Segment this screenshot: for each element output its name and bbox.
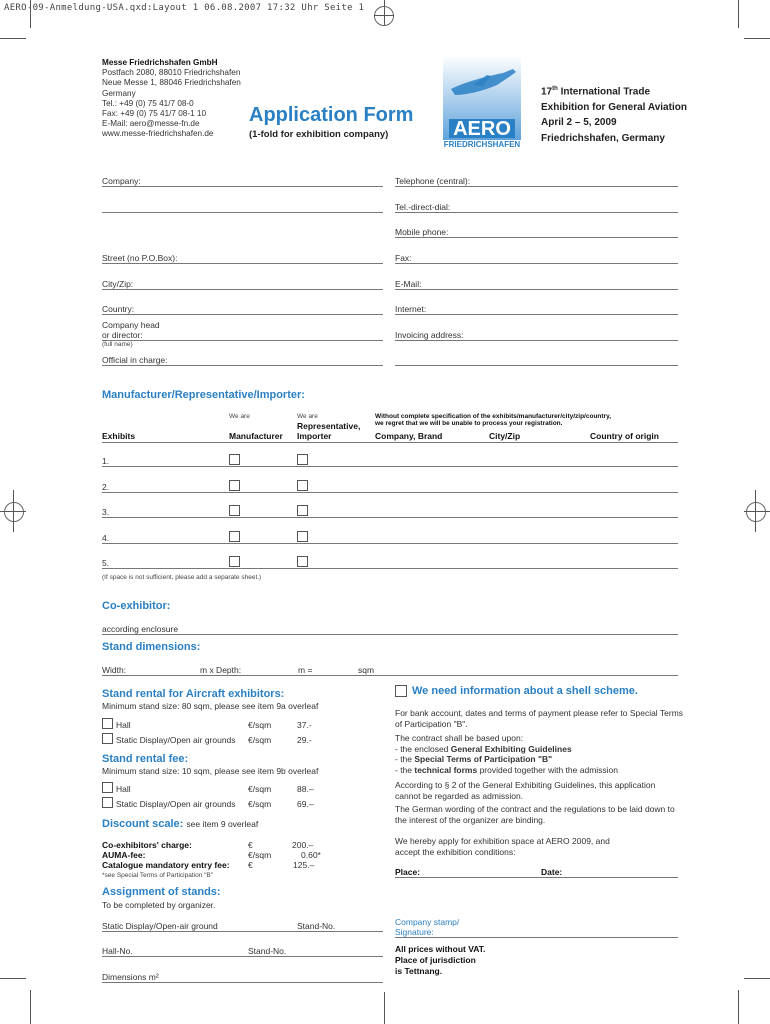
rental-hall-price: 88.–	[297, 784, 314, 794]
rental-static-price: 69.–	[297, 799, 314, 809]
row-number: 2.	[102, 482, 110, 492]
auma-fee-price: 0.60*	[301, 850, 321, 860]
crop-mark	[30, 0, 31, 28]
auma-fee-unit: €/sqm	[248, 850, 272, 860]
jurisdiction-line1: Place of jurisdiction	[395, 955, 476, 965]
crop-mark	[744, 511, 770, 512]
coexhibitor-charge-price: 200.–	[292, 840, 314, 850]
aircraft-min-size: Minimum stand size: 80 sqm, please see item 9a overleaf	[102, 701, 319, 711]
internet-label: Internet:	[395, 304, 427, 314]
address-line: Postfach 2080, 88010 Friedrichshafen	[102, 68, 241, 78]
full-name-hint: (full name)	[102, 341, 133, 348]
page-title: Application Form	[249, 104, 414, 126]
event-ordinal-suffix: th	[552, 86, 558, 92]
crop-mark	[755, 490, 756, 532]
telephone-field[interactable]	[395, 186, 678, 187]
tel-direct-label: Tel.-direct-dial:	[395, 202, 451, 212]
registration-mark	[746, 502, 766, 522]
exhibit-field[interactable]	[102, 543, 678, 544]
address-line: www.messe-friedrichshafen.de	[102, 129, 214, 139]
col-representative: Representative,	[297, 421, 361, 431]
address-line: E-Mail: aero@messe-fn.de	[102, 119, 200, 129]
space-note: (If space is not sufficient, please add a separate sheet.)	[102, 574, 262, 581]
signature-label: Signature:	[395, 927, 434, 937]
aircraft-static-checkbox[interactable]	[102, 733, 113, 744]
city-label: City/Zip:	[102, 279, 134, 289]
logo-place: FRIEDRICHSHAFEN	[443, 140, 521, 149]
coexhibitor-charge-label: Co-exhibitors' charge:	[102, 840, 192, 850]
discount-title: Discount scale:	[102, 818, 184, 830]
catalogue-fee-price: 125.–	[293, 860, 315, 870]
organizer-name: Messe Friedrichshafen GmbH	[102, 58, 218, 67]
manufacturer-checkbox[interactable]	[229, 454, 240, 465]
aero-logo	[443, 55, 521, 140]
fax-field[interactable]	[395, 263, 678, 264]
row-number: 3.	[102, 507, 110, 517]
static-ground-field[interactable]	[102, 931, 383, 932]
contract-item: - the Special Terms of Participation "B"	[395, 754, 553, 764]
rental-static-checkbox[interactable]	[102, 797, 113, 808]
rental-heading: Stand rental fee:	[102, 753, 189, 765]
rental-static-unit: €/sqm	[248, 799, 272, 809]
event-location: Friedrichshafen, Germany	[541, 132, 665, 144]
row-number: 1.	[102, 456, 110, 466]
invoicing-field-2[interactable]	[395, 365, 678, 366]
admission-note: According to § 2 of the General Exhibiting Guidelines, this application cannot be regarded as admission.	[395, 780, 656, 801]
mobile-field[interactable]	[395, 237, 678, 238]
warning-line2: we regret that we will be unable to process your registration.	[375, 420, 563, 427]
sqm-label: sqm	[358, 665, 375, 675]
event-line2: Exhibition for General Aviation	[541, 101, 687, 113]
director-label: or director:	[102, 330, 143, 340]
email-label: E-Mail:	[395, 279, 422, 289]
tel-direct-field[interactable]	[395, 212, 678, 213]
we-are-label: We are	[297, 413, 318, 420]
special-terms-note: *see Special Terms of Participation "B"	[102, 872, 214, 879]
importer-checkbox[interactable]	[297, 556, 308, 567]
manufacturer-checkbox[interactable]	[229, 505, 240, 516]
assignment-heading: Assignment of stands:	[102, 886, 221, 898]
shell-scheme-checkbox[interactable]	[395, 685, 407, 697]
manufacturer-heading: Manufacturer/Representative/Importer:	[102, 389, 305, 401]
col-company-brand: Company, Brand	[375, 431, 443, 441]
country-field[interactable]	[102, 314, 383, 315]
assignment-sub: To be completed by organizer.	[102, 900, 216, 910]
place-date-field[interactable]	[395, 877, 678, 878]
contract-item: - the enclosed General Exhibiting Guidelines	[395, 743, 572, 754]
place-label: Place:	[395, 867, 421, 877]
stand-dimensions-heading: Stand dimensions:	[102, 641, 201, 653]
technical-forms-link: technical forms	[414, 764, 478, 775]
exhibit-field[interactable]	[102, 492, 678, 493]
aircraft-hall-label: Hall	[116, 720, 131, 730]
company-field-2[interactable]	[102, 212, 383, 213]
discount-sub: see item 9 overleaf	[186, 819, 259, 829]
aircraft-static-label: Static Display/Open air grounds	[116, 735, 236, 745]
director-field[interactable]	[102, 340, 383, 341]
vat-note: All prices without VAT.	[395, 944, 486, 954]
exhibit-field[interactable]	[102, 466, 678, 467]
rental-hall-unit: €/sqm	[248, 784, 272, 794]
dimensions-m2-field[interactable]	[102, 982, 383, 983]
row-number: 5.	[102, 558, 110, 568]
city-field[interactable]	[102, 289, 383, 290]
importer-checkbox[interactable]	[297, 531, 308, 542]
application-statement: We hereby apply for exhibition space at AERO 2009, and accept the exhibition conditions:	[395, 836, 610, 857]
dimensions-label: Dimensions m²	[102, 972, 159, 982]
crop-mark	[0, 38, 26, 39]
aircraft-hall-checkbox[interactable]	[102, 718, 113, 729]
crop-mark	[0, 978, 26, 979]
event-ordinal: 17	[541, 86, 553, 98]
page-subtitle: (1-fold for exhibition company)	[249, 129, 389, 140]
static-ground-label: Static Display/Open-air ground	[102, 921, 218, 931]
telephone-label: Telephone (central):	[395, 176, 471, 186]
crop-mark	[744, 38, 770, 39]
crop-mark	[13, 490, 14, 532]
aircraft-static-unit: €/sqm	[248, 735, 272, 745]
col-country: Country of origin	[590, 431, 659, 441]
crop-mark	[738, 0, 739, 28]
col-importer: Importer	[297, 431, 332, 441]
aircraft-hall-unit: €/sqm	[248, 720, 272, 730]
street-label: Street (no P.O.Box):	[102, 253, 178, 263]
rental-min-size: Minimum stand size: 10 sqm, please see item 9b overleaf	[102, 766, 319, 776]
stand-no-label: Stand-No.	[248, 946, 287, 956]
depth-label: m x Depth:	[200, 665, 242, 675]
crop-mark	[374, 15, 394, 16]
company-label: Company:	[102, 176, 141, 186]
address-line: Fax: +49 (0) 75 41/7 08-1 10	[102, 109, 207, 119]
mobile-label: Mobile phone:	[395, 227, 449, 237]
invoicing-label: Invoicing address:	[395, 330, 464, 340]
signature-field[interactable]	[395, 937, 678, 938]
registration-mark	[4, 502, 24, 522]
warning-line1: Without complete specification of the exhibits/manufacturer/city/zip/country,	[375, 413, 612, 420]
crop-mark	[30, 990, 31, 1024]
event-info	[541, 82, 687, 146]
shell-scheme-heading: We need information about a shell scheme.	[412, 685, 638, 697]
fax-label: Fax:	[395, 253, 412, 263]
coexhibitor-text: according enclosure	[102, 624, 179, 634]
coexhibitor-charge-unit: €	[248, 840, 253, 850]
contract-intro: The contract shall be based upon:	[395, 733, 524, 743]
special-terms-link: Special Terms of Participation "B"	[414, 754, 553, 764]
street-field[interactable]	[102, 263, 383, 264]
jurisdiction-line2: is Tettnang.	[395, 966, 443, 976]
crop-mark	[738, 990, 739, 1024]
address-line: Neue Messe 1, 88046 Friedrichshafen	[102, 78, 241, 88]
head-label: Company head	[102, 320, 160, 330]
stand-no-label: Stand-No.	[297, 921, 336, 931]
invoicing-field[interactable]	[395, 340, 678, 341]
aircraft-static-price: 29.-	[297, 735, 312, 745]
coexhibitor-heading: Co-exhibitor:	[102, 600, 171, 612]
email-field[interactable]	[395, 289, 678, 290]
catalogue-fee-unit: €	[248, 860, 253, 870]
address-line: Tel.: +49 (0) 75 41/7 08-0	[102, 98, 194, 108]
col-manufacturer: Manufacturer	[229, 431, 283, 441]
country-label: Country:	[102, 304, 135, 314]
aircraft-heading: Stand rental for Aircraft exhibitors:	[102, 688, 285, 700]
internet-field[interactable]	[395, 314, 678, 315]
rental-hall-checkbox[interactable]	[102, 782, 113, 793]
hall-no-label: Hall-No.	[102, 946, 133, 956]
contract-item: - the technical forms provided together with the admission	[395, 764, 619, 775]
manufacturer-checkbox[interactable]	[229, 531, 240, 542]
manufacturer-checkbox[interactable]	[229, 556, 240, 567]
importer-checkbox[interactable]	[297, 480, 308, 491]
hall-no-field[interactable]	[102, 956, 383, 957]
rental-static-label: Static Display/Open air grounds	[116, 799, 236, 809]
col-city-zip: City/Zip	[489, 431, 521, 441]
organizer-address	[102, 58, 241, 140]
event-date: April 2 – 5, 2009	[541, 117, 617, 129]
manufacturer-checkbox[interactable]	[229, 480, 240, 491]
width-label: Width:	[102, 665, 127, 675]
table-header-rule	[102, 442, 678, 443]
contract-basis	[395, 733, 685, 775]
row-number: 4.	[102, 533, 110, 543]
auma-fee-label: AUMA-fee:	[102, 850, 146, 860]
terms-payment: For bank account, dates and terms of payment please refer to Special Terms of Participation "B".	[395, 708, 684, 729]
company-stamp-label: Company stamp/	[395, 917, 460, 927]
official-label: Official in charge:	[102, 355, 168, 365]
logo-word: AERO	[453, 118, 511, 140]
discount-heading	[102, 818, 258, 830]
catalogue-fee-label: Catalogue mandatory entry fee:	[102, 860, 230, 870]
coexhibitor-field[interactable]	[102, 634, 678, 635]
event-line1: International Trade	[557, 86, 651, 98]
aircraft-hall-price: 37.-	[297, 720, 312, 730]
dimensions-field[interactable]	[102, 675, 678, 676]
meq-label: m =	[298, 665, 313, 675]
crop-mark	[384, 992, 385, 1024]
official-field[interactable]	[102, 365, 383, 366]
date-label: Date:	[541, 867, 563, 877]
importer-checkbox[interactable]	[297, 505, 308, 516]
col-exhibits: Exhibits	[102, 431, 136, 441]
rental-hall-label: Hall	[116, 784, 131, 794]
print-slug: AERO-09-Anmeldung-USA.qxd:Layout 1 06.08.2007 17:32 Uhr Seite 1	[4, 3, 365, 13]
registration-mark	[374, 6, 394, 26]
german-wording-note: The German wording of the contract and the regulations to be laid down to the interest of the organizer are binding.	[395, 804, 675, 825]
exhibit-field[interactable]	[102, 517, 678, 518]
importer-checkbox[interactable]	[297, 454, 308, 465]
exhibit-field[interactable]	[102, 568, 678, 569]
address-line: Germany	[102, 88, 136, 98]
crop-mark	[744, 978, 770, 979]
company-field[interactable]	[102, 186, 383, 187]
guidelines-link: General Exhibiting Guidelines	[450, 743, 572, 754]
we-are-label: We are	[229, 413, 250, 420]
